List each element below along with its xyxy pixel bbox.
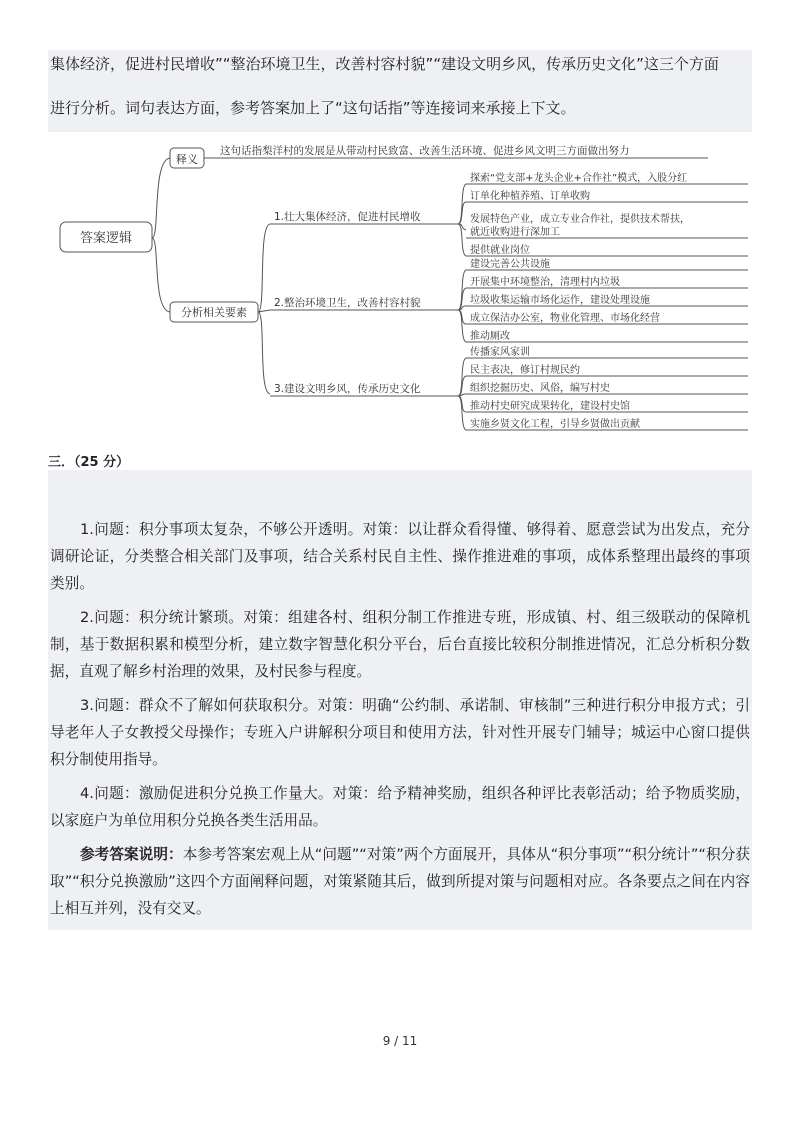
group-2-item-2: 开展集中环境整治，清理村内垃圾	[470, 277, 620, 288]
interpret-node-label: 释义	[176, 153, 198, 166]
root-node-label: 答案逻辑	[79, 231, 133, 246]
answer-block	[48, 470, 752, 930]
group-1-item-1: 探索“党支部+龙头企业+合作社”模式，入股分红	[470, 173, 688, 184]
intro-line-2: 进行分析。词句表达方面，参考答案加上了“这句话指”等连接词来承接上下文。	[50, 99, 576, 117]
interpret-text: 这句话指梨洋村的发展是从带动村民致富、改善生活环境、促进乡风文明三方面做出努力	[220, 145, 630, 157]
group-3-item-5: 实施乡贤文化工程，引导乡贤做出贡献	[470, 419, 640, 430]
group-1-title: 1.壮大集体经济，促进村民增收	[274, 211, 421, 223]
intro-paragraph	[48, 50, 752, 132]
page-number: 9 / 11	[382, 1034, 418, 1048]
group-3-item-2: 民主表决，修订村规民约	[470, 365, 580, 376]
group-1-item-3: 发展特色产业，成立专业合作社，提供技术帮扶，	[470, 214, 690, 225]
group-1-item-3b: 就近收购进行深加工	[470, 227, 560, 238]
group-2-item-3: 垃圾收集运输市场化运作，建设处理设施	[470, 295, 650, 306]
group-2-title: 2.整治环境卫生，改善村容村貌	[274, 297, 421, 309]
group-3-item-3: 组织挖掘历史、风俗，编写村史	[470, 383, 610, 394]
answer-logic-mindmap	[48, 138, 752, 438]
intro-line-1: 集体经济，促进村民增收”“整治环境卫生，改善村容村貌”“建设文明乡风，传承历史文化”这三个方面	[50, 55, 719, 73]
answer-item-1: 1.问题：积分事项太复杂，不够公开透明。对策：以让群众看得懂、够得着、愿意尝试为出发点，充分调研论证，分类整合相关部门及事项，结合关系村民自主性、操作推进难的事项，成体系整理出最终的事项类别。	[50, 521, 750, 592]
group-3-title: 3.建设文明乡风，传承历史文化	[274, 383, 421, 395]
section-heading: 三．（25 分）	[48, 455, 130, 470]
answer-item-2: 2.问题：积分统计繁琐。对策：组建各村、组积分制工作推进专班，形成镇、村、组三级联动的保障机制，基于数据积累和模型分析，建立数字智慧化积分平台，后台直接比较积分制推进情况，汇总分析积分数据，直观了解乡村治理的效果，及村民参与程度。	[50, 609, 750, 680]
group-3-item-4: 推动村史研究成果转化，建设村史馆	[470, 401, 630, 412]
answer-note-label: 参考答案说明：	[80, 846, 183, 863]
answer-item-3: 3.问题：群众不了解如何获取积分。对策：明确“公约制、承诺制、审核制”三种进行积分申报方式；引导老年人子女教授父母操作；专班入户讲解积分项目和使用方法，针对性开展专门辅导；城运中心窗口提供积分制使用指导。	[50, 697, 750, 768]
answer-note-text: 本参考答案宏观上从“问题”“对策”两个方面展开，具体从“积分事项”“积分统计”“积分获取”“积分兑换激励”这四个方面阐释问题，对策紧随其后，做到所提对策与问题相对应。各条要点之间在内容上相互并列，没有交叉。	[50, 846, 750, 917]
answer-item-4: 4.问题：激励促进积分兑换工作量大。对策：给予精神奖励，组织各种评比表彰活动；给予物质奖励，以家庭户为单位用积分兑换各类生活用品。	[50, 785, 750, 829]
group-3-item-1: 传播家风家训	[470, 347, 530, 358]
group-2-item-4: 成立保洁办公室，物业化管理、市场化经营	[470, 313, 660, 324]
group-1-item-2: 订单化种植养殖、订单收购	[470, 191, 590, 202]
group-2-item-1: 建设完善公共设施	[470, 259, 550, 270]
group-1-item-4: 提供就业岗位	[470, 245, 530, 256]
group-2-item-5: 推动厕改	[470, 331, 510, 342]
analysis-node-label: 分析相关要素	[181, 306, 247, 319]
answer-note	[50, 841, 750, 922]
